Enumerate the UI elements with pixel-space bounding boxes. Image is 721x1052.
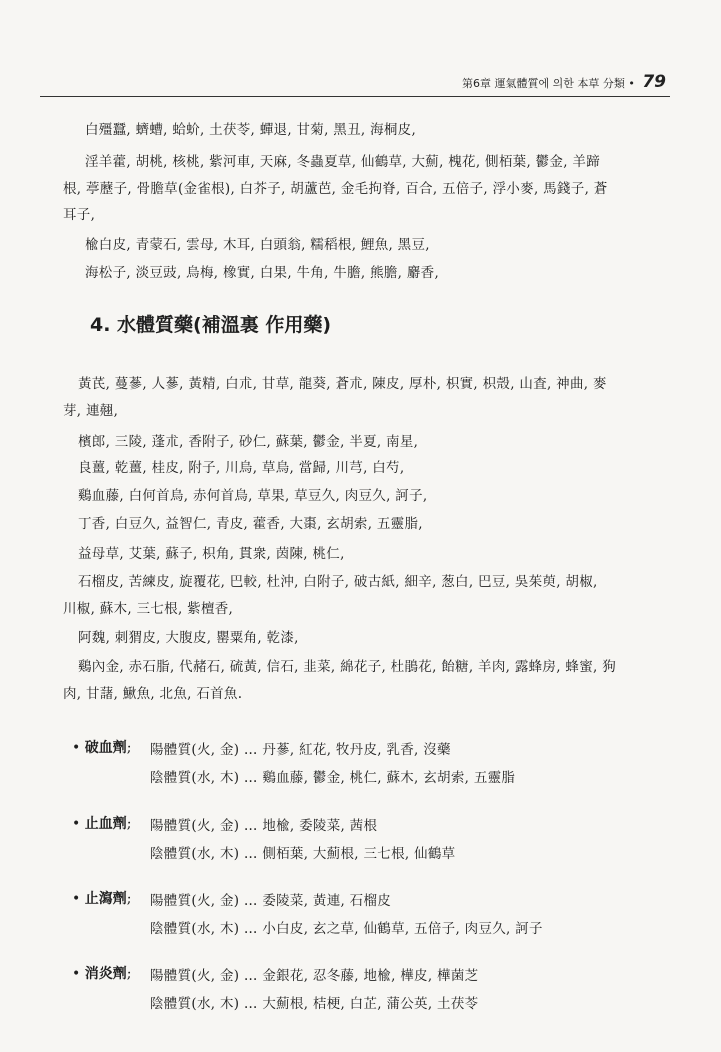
text-line: 白殭蠶, 蠐螬, 蛤蚧, 土茯苓, 蟬退, 甘菊, 黑丑, 海桐皮, (85, 122, 417, 138)
text-line: 楡白皮, 青蒙石, 雲母, 木耳, 白頭翁, 糯稻根, 鯉魚, 黑豆, (85, 237, 430, 253)
text-line: 益母草, 艾葉, 蘇子, 枳角, 貫衆, 茵陳, 桃仁, (78, 546, 345, 562)
bullet: • (72, 816, 81, 832)
formula-row (150, 992, 478, 1012)
herb-list: … 地楡, 委陵菜, 茜根 (243, 818, 378, 834)
formula-row (150, 814, 377, 834)
constitution-type: 陽體質(火, 金) (150, 968, 240, 984)
bullet: • (72, 740, 81, 756)
text-line: 鷄內金, 赤石脂, 代赭石, 硫黃, 信石, 韭菜, 綿花子, 杜鵑花, 飴糖, 羊肉, 露蜂房, 蜂蜜, 狗 (78, 659, 616, 675)
formula-separator: ; (126, 891, 132, 907)
constitution-type: 陽體質(火, 金) (150, 893, 240, 909)
herb-list: … 金銀花, 忍冬藤, 地楡, 樺皮, 樺菌芝 (243, 968, 479, 984)
text-line: 阿魏, 刺猬皮, 大腹皮, 罌粟角, 乾漆, (78, 630, 299, 646)
constitution-type: 陽體質(火, 金) (150, 818, 240, 834)
formula-row (150, 842, 455, 862)
formula-separator: ; (126, 816, 132, 832)
text-line: 耳子, (63, 207, 96, 223)
formula-label (72, 813, 131, 833)
formula-row (150, 738, 451, 758)
formula-row (150, 917, 543, 937)
text-line: 黃芪, 蔓蔘, 人蔘, 黃精, 白朮, 甘草, 龍葵, 蒼朮, 陳皮, 厚朴, 枳實, 枳殼, 山査, 神曲, 麥 (78, 376, 607, 392)
formula-label (72, 737, 131, 757)
section-heading: 4. 水體質藥(補溫裏 作用藥) (90, 314, 332, 336)
chapter-title: 第6章 運氣體質에 의한 本草 分類 (461, 77, 625, 90)
constitution-type: 陰體質(水, 木) (150, 996, 240, 1012)
herb-list: … 丹蔘, 紅花, 牧丹皮, 乳香, 沒藥 (243, 742, 451, 758)
formula-name: 止瀉劑 (84, 891, 127, 907)
constitution-type: 陰體質(水, 木) (150, 921, 240, 937)
formula-row (150, 889, 391, 909)
text-line: 檳郎, 三陵, 蓬朮, 香附子, 砂仁, 蘇葉, 鬱金, 半夏, 南星, (78, 434, 419, 450)
text-line: 良薑, 乾薑, 桂皮, 附子, 川烏, 草烏, 當歸, 川芎, 白芍, (78, 460, 405, 476)
page-number: 79 (642, 72, 666, 92)
herb-list: … 委陵菜, 黃連, 石榴皮 (243, 893, 392, 909)
formula-label (72, 888, 131, 908)
formula-row (150, 964, 478, 984)
herb-list: … 側栢葉, 大薊根, 三七根, 仙鶴草 (243, 846, 456, 862)
formula-separator: ; (126, 740, 132, 756)
formula-name: 破血劑 (84, 740, 127, 756)
formula-name: 止血劑 (84, 816, 127, 832)
herb-list: … 鷄血藤, 鬱金, 桃仁, 蘇木, 玄胡索, 五靈脂 (243, 770, 516, 786)
constitution-type: 陽體質(火, 金) (150, 742, 240, 758)
formula-name: 消炎劑 (84, 966, 127, 982)
text-line: 肉, 甘藷, 鰍魚, 北魚, 石首魚. (63, 686, 243, 702)
constitution-type: 陰體質(水, 木) (150, 770, 240, 786)
formula-label (72, 963, 131, 983)
header-bullet: • (628, 77, 635, 90)
text-line: 川椒, 蘇木, 三七根, 紫檀香, (63, 601, 234, 617)
herb-list: … 大薊根, 桔梗, 白芷, 蒲公英, 土茯苓 (243, 996, 479, 1012)
text-line: 芽, 連翹, (63, 403, 119, 419)
constitution-type: 陰體質(水, 木) (150, 846, 240, 862)
text-line: 淫羊藿, 胡桃, 核桃, 紫河車, 天麻, 冬蟲夏草, 仙鶴草, 大薊, 槐花, 側栢葉, 鬱金, 羊蹄 (85, 154, 601, 170)
formula-separator: ; (126, 966, 132, 982)
text-line: 丁香, 白豆久, 益智仁, 青皮, 藿香, 大棗, 玄胡索, 五靈脂, (78, 516, 423, 532)
text-line: 根, 葶藶子, 骨膽草(金雀根), 白芥子, 胡蘆芭, 金毛拘脊, 百合, 五倍子, 浮小麥, 馬錢子, 蒼 (63, 181, 608, 197)
text-line: 鷄血藤, 白何首烏, 赤何首烏, 草果, 草豆久, 肉豆久, 訶子, (78, 488, 428, 504)
header-text (462, 72, 666, 92)
bullet: • (72, 966, 81, 982)
formula-row (150, 766, 515, 786)
bullet: • (72, 891, 81, 907)
running-header (40, 70, 670, 97)
text-line: 海松子, 淡豆豉, 烏梅, 橡實, 白果, 牛角, 牛膽, 熊膽, 麝香, (85, 265, 440, 281)
text-line: 石榴皮, 苦練皮, 旋覆花, 巴較, 杜沖, 白附子, 破古紙, 細辛, 葱白, 巴豆, 吳茱萸, 胡椒, (78, 574, 598, 590)
herb-list: … 小白皮, 玄之草, 仙鶴草, 五倍子, 肉豆久, 訶子 (243, 921, 543, 937)
